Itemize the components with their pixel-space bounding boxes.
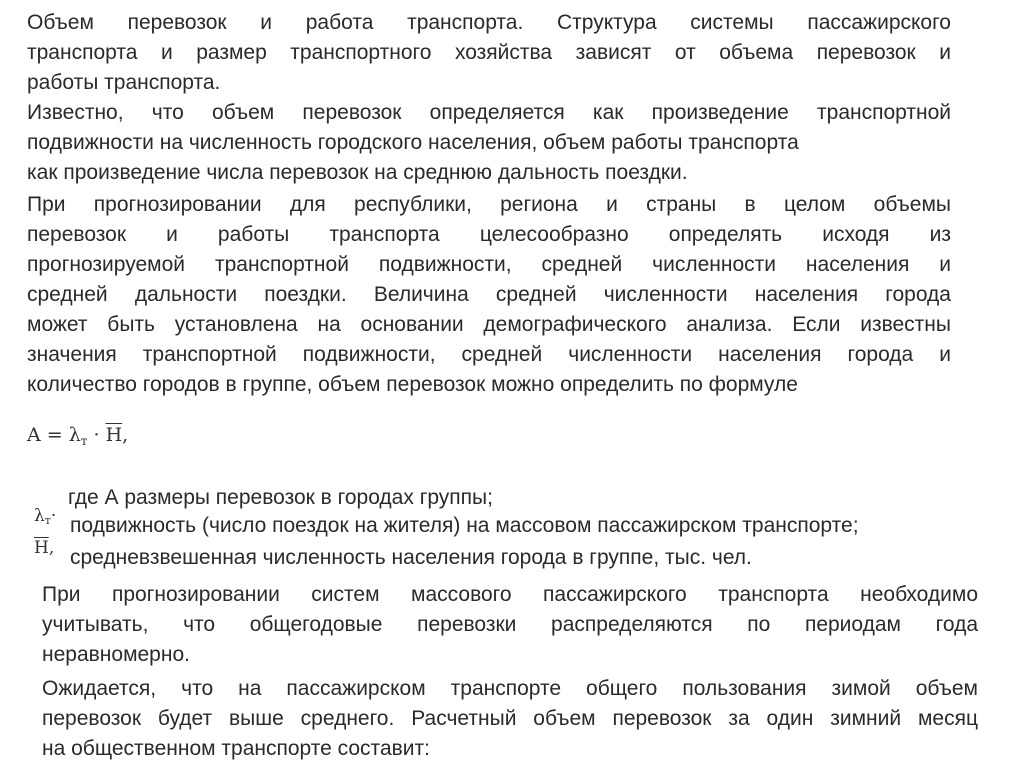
paragraph-seasonal-distribution <box>42 580 978 670</box>
text-line: транспорта и размер транспортного хозяйства зависят от объема перевозок и <box>27 41 951 64</box>
legend-line-a: где А размеры перевозок в городах группы; <box>68 486 493 509</box>
text-line: на общественном транспорте составит: <box>42 737 430 760</box>
formula-transport-volume <box>27 424 128 448</box>
paragraph-volume-definition <box>27 98 951 188</box>
formula-lhs: A <box>27 424 41 446</box>
text-line: прогнозируемой транспортной подвижности, средней численности населения и <box>27 253 951 276</box>
legend-h-char: Н <box>34 538 49 558</box>
legend-lambda-char: λ <box>34 506 45 526</box>
text-line: перевозок будет выше среднего. Расчетный объем перевозок за один зимний месяц <box>42 707 978 730</box>
text-line: значения транспортной подвижности, средней численности населения города и <box>27 343 951 366</box>
text-line: Объем перевозок и работа транспорта. Структура системы пассажирского <box>27 11 951 34</box>
legend-h-trail: , <box>48 538 55 558</box>
paragraph-winter-volume <box>42 674 978 764</box>
text-line: При прогнозировании для республики, региона и страны в целом объемы <box>27 193 951 216</box>
text-line: работы транспорта. <box>27 71 221 94</box>
text-line: Ожидается, что на пассажирском транспорте общего пользования зимой объем <box>42 677 978 700</box>
paragraph-forecasting <box>27 190 951 400</box>
legend-line-h: средневзвешенная численность населения города в группе, тыс. чел. <box>70 546 752 569</box>
text-line: средней дальности поездки. Величина средней численности населения города <box>27 283 951 306</box>
text-line: учитывать, что общегодовые перевозки распределяются по периодам года <box>42 613 978 636</box>
text-line: перевозок и работы транспорта целесообразно определять исходя из <box>27 223 951 246</box>
legend-symbol-h <box>34 538 54 558</box>
formula-h-bar: Н <box>105 424 123 446</box>
formula-trailing-comma: , <box>122 424 129 446</box>
text-line: количество городов в группе, объем перевозок можно определить по формуле <box>27 373 798 396</box>
text-line: Известно, что объем перевозок определяется как произведение транспортной <box>27 101 951 124</box>
text-line: может быть установлена на основании демографического анализа. Если известны <box>27 313 951 336</box>
text-line: При прогнозировании систем массового пассажирского транспорта необходимо <box>42 583 978 606</box>
legend-lambda-trail: · <box>50 506 57 526</box>
formula-lambda-subscript: т <box>80 434 88 448</box>
formula-lambda: λ <box>68 424 81 446</box>
text-line: как произведение числа перевозок на среднюю дальность поездки. <box>27 161 688 184</box>
legend-symbol-lambda <box>34 506 56 527</box>
formula-dot: · <box>93 424 100 446</box>
formula-equals: = <box>46 424 63 446</box>
text-line: подвижности на численность городского населения, объем работы транспорта <box>27 131 799 154</box>
legend-lambda-subscript: т <box>44 514 51 527</box>
paragraph-transport-volume-intro <box>27 8 951 98</box>
text-line: неравномерно. <box>42 643 190 666</box>
legend-line-lambda: подвижность (число поездок на жителя) на массовом пассажирском транспорте; <box>70 514 859 537</box>
